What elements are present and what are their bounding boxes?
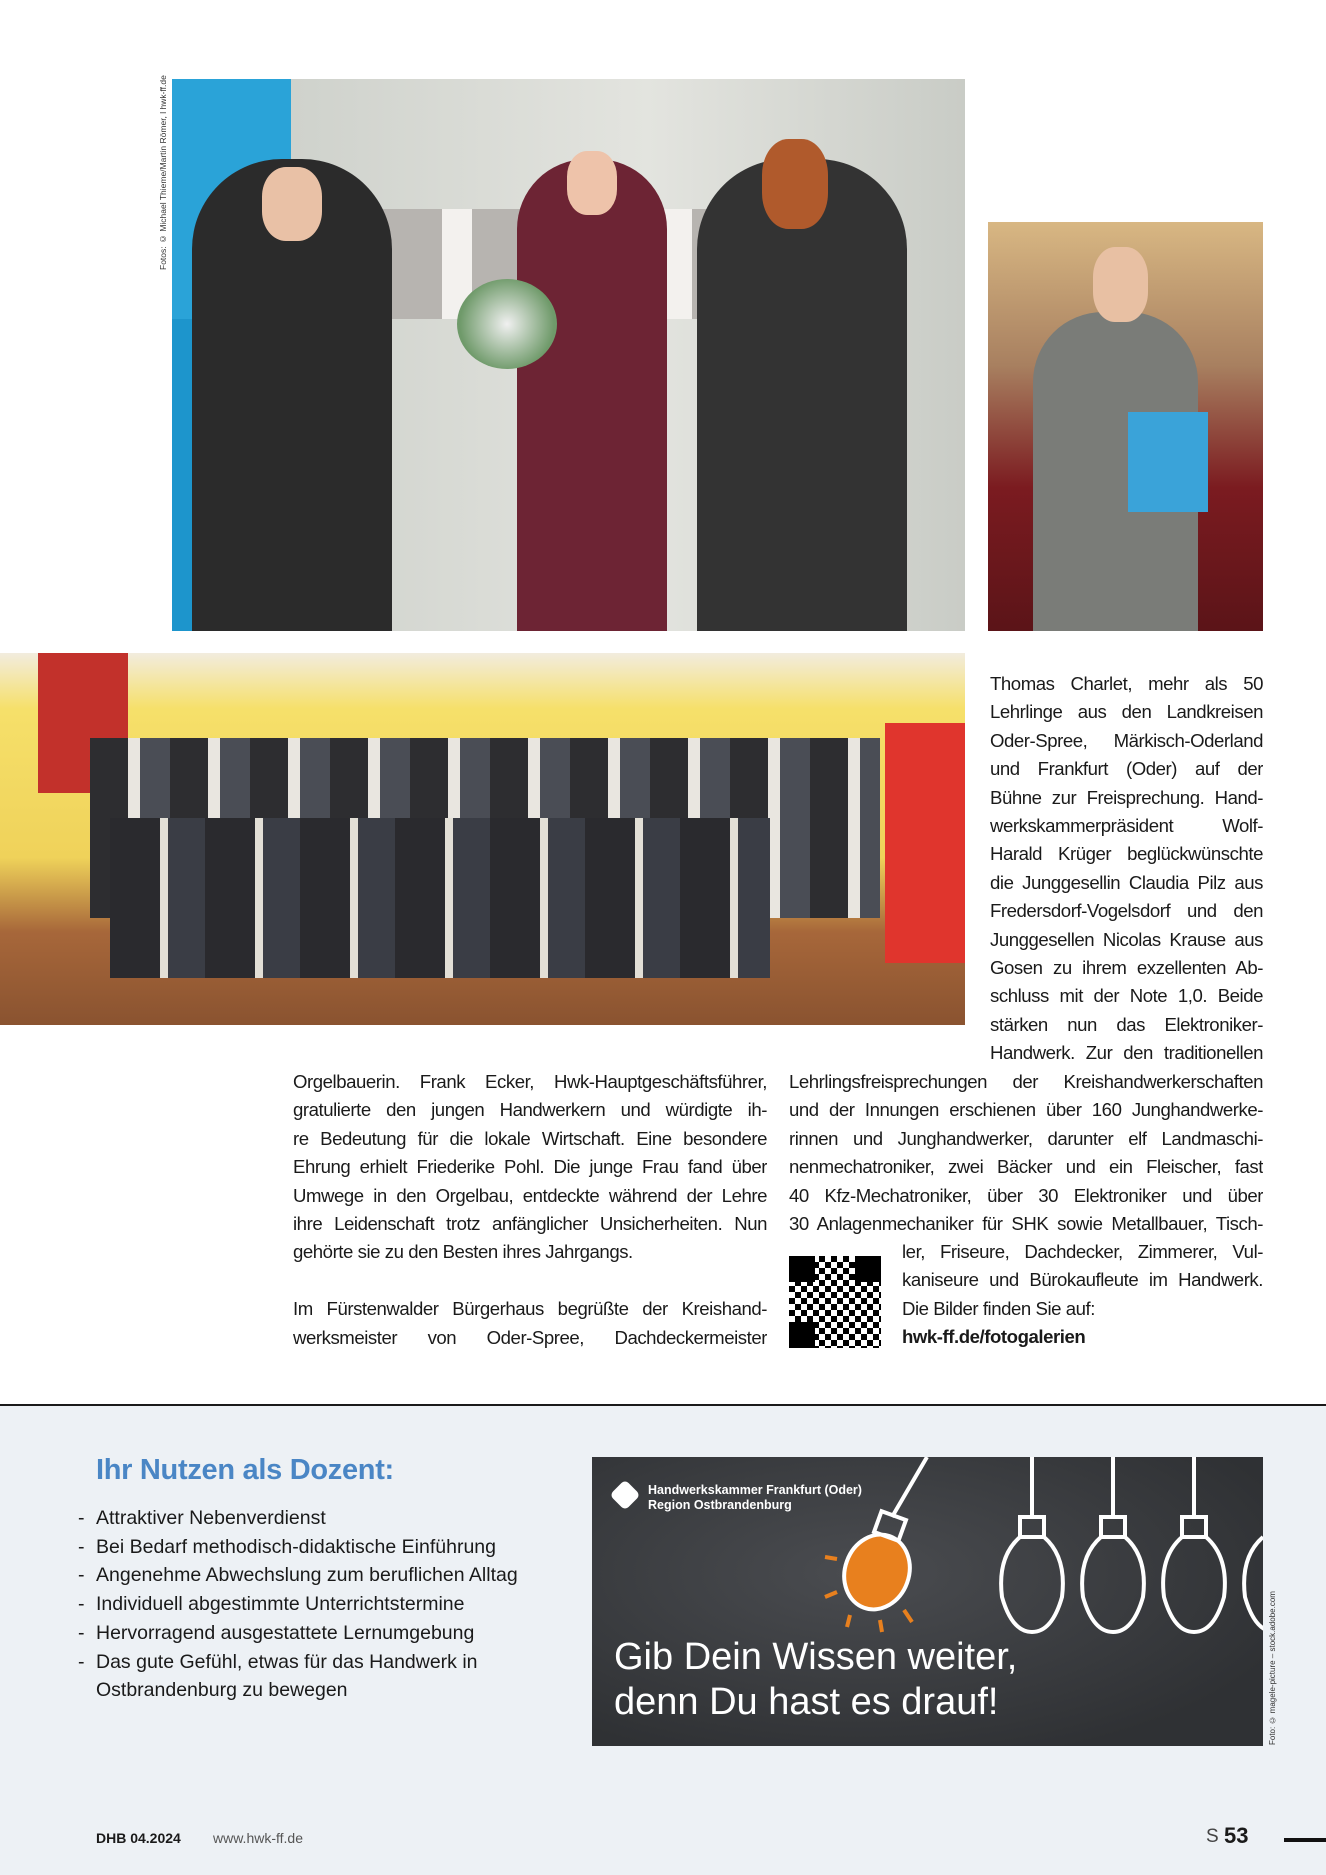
text-line: Gosen zu ihrem exzellenten Ab- xyxy=(990,957,1263,979)
ad-photo-credit: Foto: © magele-picture – stock.adobe.com xyxy=(1268,1591,1277,1745)
article-right-column-bottom xyxy=(789,1068,1263,1238)
ad-org-name: Handwerkskammer Frankfurt (Oder) xyxy=(648,1483,862,1497)
text-line: und Frankfurt (Oder) auf der xyxy=(990,758,1263,780)
list-item: - Hervorragend ausgestattete Lernumgebung xyxy=(78,1621,475,1644)
text-line: stärken nun das Elektroniker- xyxy=(990,1013,1263,1035)
text-line: re Bedeutung für die lokale Wirtschaft. Eine besondere xyxy=(293,1127,767,1149)
text-line: rinnen und Junghandwerker, darunter elf Landmaschi- xyxy=(789,1127,1263,1149)
text-line: Ehrung erhielt Friederike Pohl. Die junge Frau fand über xyxy=(293,1156,767,1178)
article-right-column-top xyxy=(990,670,1263,1068)
text-line: Handwerk. Zur den traditionellen xyxy=(990,1042,1263,1064)
text-line: Die Bilder finden Sie auf: xyxy=(902,1297,1095,1319)
text-line: gratulierte den jungen Handwerkern und würdigte ih- xyxy=(293,1099,767,1121)
photo-group xyxy=(0,653,965,1025)
text-line: und der Innungen erschienen über 160 Junghandwerke- xyxy=(789,1099,1263,1121)
text-line: Fredersdorf-Vogelsdorf und den xyxy=(990,900,1263,922)
bulb-outline-icons xyxy=(1001,1457,1263,1632)
ad-headline: denn Du hast es drauf! xyxy=(614,1681,999,1723)
text-line: ler, Friseure, Dachdecker, Zimmerer, Vul- xyxy=(902,1241,1263,1262)
text-line: Bühne zur Freisprechung. Hand- xyxy=(990,786,1263,808)
qr-caption xyxy=(902,1238,1263,1352)
text-line: Lehrlinge aus den Landkreisen xyxy=(990,701,1263,723)
recruitment-ad[interactable] xyxy=(592,1457,1263,1746)
list-item: - Individuell abgestimmte Unterrichtstermine xyxy=(78,1593,465,1616)
article-left-column xyxy=(293,1068,767,1352)
text-line: Lehrlingsfreisprechungen der Kreishandwerkerschaften xyxy=(789,1071,1263,1092)
text-line: nenmechatroniker, zwei Bäcker und ein Fleischer, fast xyxy=(789,1156,1263,1178)
text-line: gehörte sie zu den Besten ihres Jahrgangs. xyxy=(293,1241,633,1263)
list-item: Ostbrandenburg zu bewegen xyxy=(96,1679,348,1702)
text-line: werkskammerpräsident Wolf- xyxy=(990,815,1263,837)
ad-org-region: Region Ostbrandenburg xyxy=(648,1498,792,1512)
ad-headline: Gib Dein Wissen weiter, xyxy=(614,1636,1018,1678)
page-number: 53 xyxy=(1224,1823,1249,1848)
page-prefix: S xyxy=(1206,1826,1219,1847)
text-line: Oder-Spree, Märkisch-Oderland xyxy=(990,729,1263,751)
footer-rule xyxy=(1284,1838,1326,1842)
list-item: - Angenehme Abwechslung zum beruflichen Alltag xyxy=(78,1564,518,1587)
text-line: Orgelbauerin. Frank Ecker, Hwk-Hauptgeschäftsführer, xyxy=(293,1071,767,1092)
photo-award-winners xyxy=(172,79,965,631)
text-line: werksmeister von Oder-Spree, Dachdeckermeister xyxy=(293,1326,767,1348)
list-item: - Das gute Gefühl, etwas für das Handwerk in xyxy=(78,1650,478,1673)
issue-label: DHB 04.2024 xyxy=(96,1830,181,1846)
benefits-list xyxy=(78,1504,518,1705)
text-line: schluss mit der Note 1,0. Beide xyxy=(990,985,1263,1007)
list-item: - Bei Bedarf methodisch-didaktische Einführung xyxy=(78,1535,496,1558)
text-line: die Junggesellin Claudia Pilz aus xyxy=(990,871,1263,893)
text-line: Junggesellen Nicolas Krause aus xyxy=(990,928,1263,950)
list-item: - Attraktiver Nebenverdienst xyxy=(78,1507,326,1529)
text-line: Umwege in den Orgelbau, entdeckte während der Lehre xyxy=(293,1184,767,1206)
photo-graduate xyxy=(988,222,1263,631)
gallery-link[interactable]: hwk-ff.de/fotogalerien xyxy=(902,1326,1086,1348)
text-line: Harald Krüger beglückwünschte xyxy=(990,843,1263,865)
promo-heading: Ihr Nutzen als Dozent: xyxy=(96,1454,394,1486)
glowing-bulb-icon xyxy=(825,1511,920,1632)
text-line: 30 Anlagenmechaniker für SHK sowie Metallbauer, Tisch- xyxy=(789,1213,1263,1235)
text-line: Im Fürstenwalder Bürgerhaus begrüßte der Kreishand- xyxy=(293,1298,767,1320)
website-link[interactable]: www.hwk-ff.de xyxy=(213,1830,303,1846)
qr-code[interactable] xyxy=(789,1256,881,1348)
text-line: ihre Leidenschaft trotz anfänglicher Unsicherheiten. Nun xyxy=(293,1213,767,1235)
text-line: 40 Kfz-Mechatroniker, über 30 Elektroniker und über xyxy=(789,1184,1263,1206)
text-line: kaniseure und Bürokaufleute im Handwerk. xyxy=(902,1269,1263,1291)
photo-credit: Fotos: © Michael Thieme/Martin Römer, l hwk-ff.de xyxy=(158,75,168,270)
text-line: Thomas Charlet, mehr als 50 xyxy=(990,673,1263,694)
